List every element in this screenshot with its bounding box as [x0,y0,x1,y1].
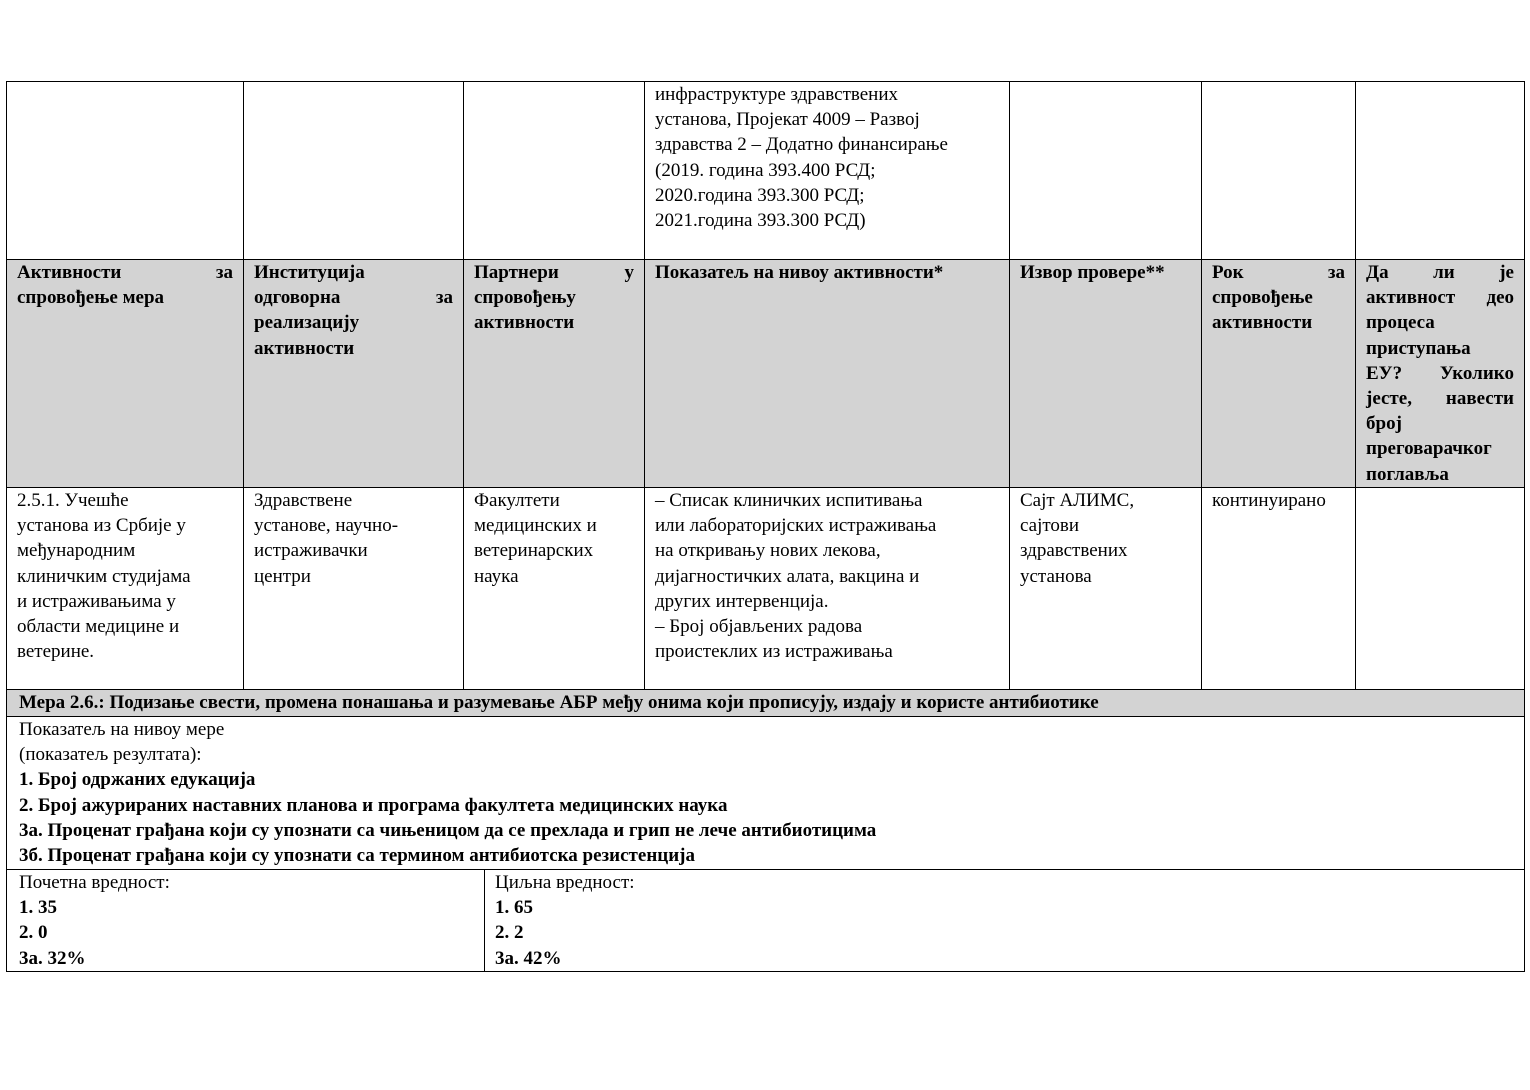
text-line: 1. Број одржаних едукација [19,769,256,791]
text-line: (показатељ резултата): [19,744,202,766]
cell-institution [244,488,464,690]
cell-empty [244,82,464,260]
header-verification-source [1010,260,1202,488]
text-line: – Број објављених радова [655,616,863,638]
text-line: установа из Србије у [17,515,186,537]
table-row-continuation [7,82,1525,260]
text-line: 2. 2 [495,922,524,944]
text-line: 1. 65 [495,897,533,919]
measure-values-row [7,870,1525,972]
text-line: Факултети [474,490,560,511]
text-line: спровођење [1212,287,1313,309]
text-line: других интервенција. [655,590,829,612]
text-line: сајтови [1020,515,1080,537]
text-line: Показатељ на нивоу активности* [655,262,944,283]
text-line: истраживачки [254,540,368,562]
text-line: јесте, навести [1366,388,1514,410]
cell-deadline [1202,488,1356,690]
text-line: Сајт АЛИМС, [1020,490,1135,511]
text-line: активност део [1366,287,1514,309]
text-line: ЕУ? Уколико [1366,362,1514,384]
text-line: – Списак клиничких испитивања [655,490,923,511]
cell-empty [1356,82,1525,260]
cell-empty [1202,82,1356,260]
text-line: 2020.година 393.300 РСД; [655,184,865,206]
cell-eu-accession [1356,488,1525,690]
cell-funding-source [645,82,1010,260]
text-line: здравства 2 – Додатно финансирање [655,134,948,156]
text-line: и истраживањима у [17,590,176,612]
text-line: 3а. 32% [19,947,86,969]
target-value-label: Циљна вредност: [495,872,635,893]
table-row [7,488,1525,690]
text-line: медицинских и [474,515,597,537]
text-line: реализацију [254,312,360,334]
text-line: 3а. Проценат грађана који су упознати са чињеницом да се прехлада и грип не лече антибиотицима [19,819,877,841]
text-line: установе, научно- [254,515,399,537]
target-value-cell [485,870,1525,972]
text-line: клиничким студијама [17,565,191,587]
cell-empty [1010,82,1202,260]
text-line: 2021.година 393.300 РСД) [655,210,866,232]
text-line: ветерине. [17,641,95,663]
header-institution [244,260,464,488]
text-line: инфраструктуре здравствених [655,84,899,105]
text-line: центри [254,565,311,587]
text-line: спровођење мера [17,287,165,309]
cell-indicator [645,488,1010,690]
text-line: 2.5.1. Учешће [17,490,129,511]
text-line: Партнери у [474,262,634,283]
initial-value-label: Почетна вредност: [19,872,170,893]
text-line: поглавља [1366,463,1449,485]
text-line: 1. 35 [19,897,57,919]
text-line: активности [1212,312,1313,334]
header-partners [464,260,645,488]
measure-title: Мера 2.6.: Подизање свести, промена понашања и разумевање АБР међу онима који прописују, издају и користе антибиотике [7,690,1525,717]
cell-empty [7,82,244,260]
header-eu-accession [1356,260,1525,488]
text-line: Показатељ на нивоу мере [19,719,225,740]
initial-value-cell [7,870,485,972]
text-line: ветеринарских [474,540,594,562]
text-line: установа [1020,565,1092,587]
text-line: области медицине и [17,616,180,638]
table-header-row [7,260,1525,488]
text-line: 2. Број ажурираних наставних планова и програма факултета медицинских наука [19,794,728,816]
initial-values [19,895,474,971]
text-line: међународним [17,540,136,562]
text-line: или лабораторијских истраживања [655,515,937,537]
text-line: Активности за [17,262,233,283]
cell-partners [464,488,645,690]
text-line: 3б. Проценат грађана који су упознати са термином антибиотска резистенција [19,845,695,867]
text-line: Извор провере** [1020,262,1165,283]
text-line: преговарачког [1366,438,1492,460]
text-line: Институција [254,262,365,283]
text-line: Да ли је [1366,262,1514,283]
text-line: континуирано [1212,490,1326,511]
cell-empty [464,82,645,260]
measure-indicator-row [7,717,1525,870]
indicator-list [19,767,1514,868]
text-line: 3а. 42% [495,947,562,969]
text-line: Рок за [1212,262,1345,283]
text-line: здравствених [1020,540,1128,562]
measure-indicators [7,717,1525,870]
text-line: наука [474,565,519,587]
text-line: процеса [1366,312,1435,334]
text-line: дијагностичких алата, вакцина и [655,565,920,587]
cell-verification-source [1010,488,1202,690]
text-line: одговорна за [254,287,453,309]
measure-title-row [7,690,1525,717]
activities-table [6,81,1525,690]
text-line: Здравствене [254,490,353,511]
text-line: спровођењу [474,287,576,309]
text-line: активности [254,337,355,359]
cell-activity [7,488,244,690]
text-line: (2019. година 393.400 РСД; [655,159,876,181]
text-line: приступања [1366,337,1471,359]
target-values [495,895,1514,971]
measure-table [6,689,1525,972]
text-line: установа, Пројекат 4009 – Развој [655,109,920,131]
text-line: 2. 0 [19,922,48,944]
text-line: на откривању нових лекова, [655,540,881,562]
text-line: број [1366,413,1402,435]
header-indicator [645,260,1010,488]
indicator-label [19,717,1514,767]
header-activities [7,260,244,488]
header-deadline [1202,260,1356,488]
text-line: проистеклих из истраживања [655,641,893,663]
text-line: активности [474,312,575,334]
